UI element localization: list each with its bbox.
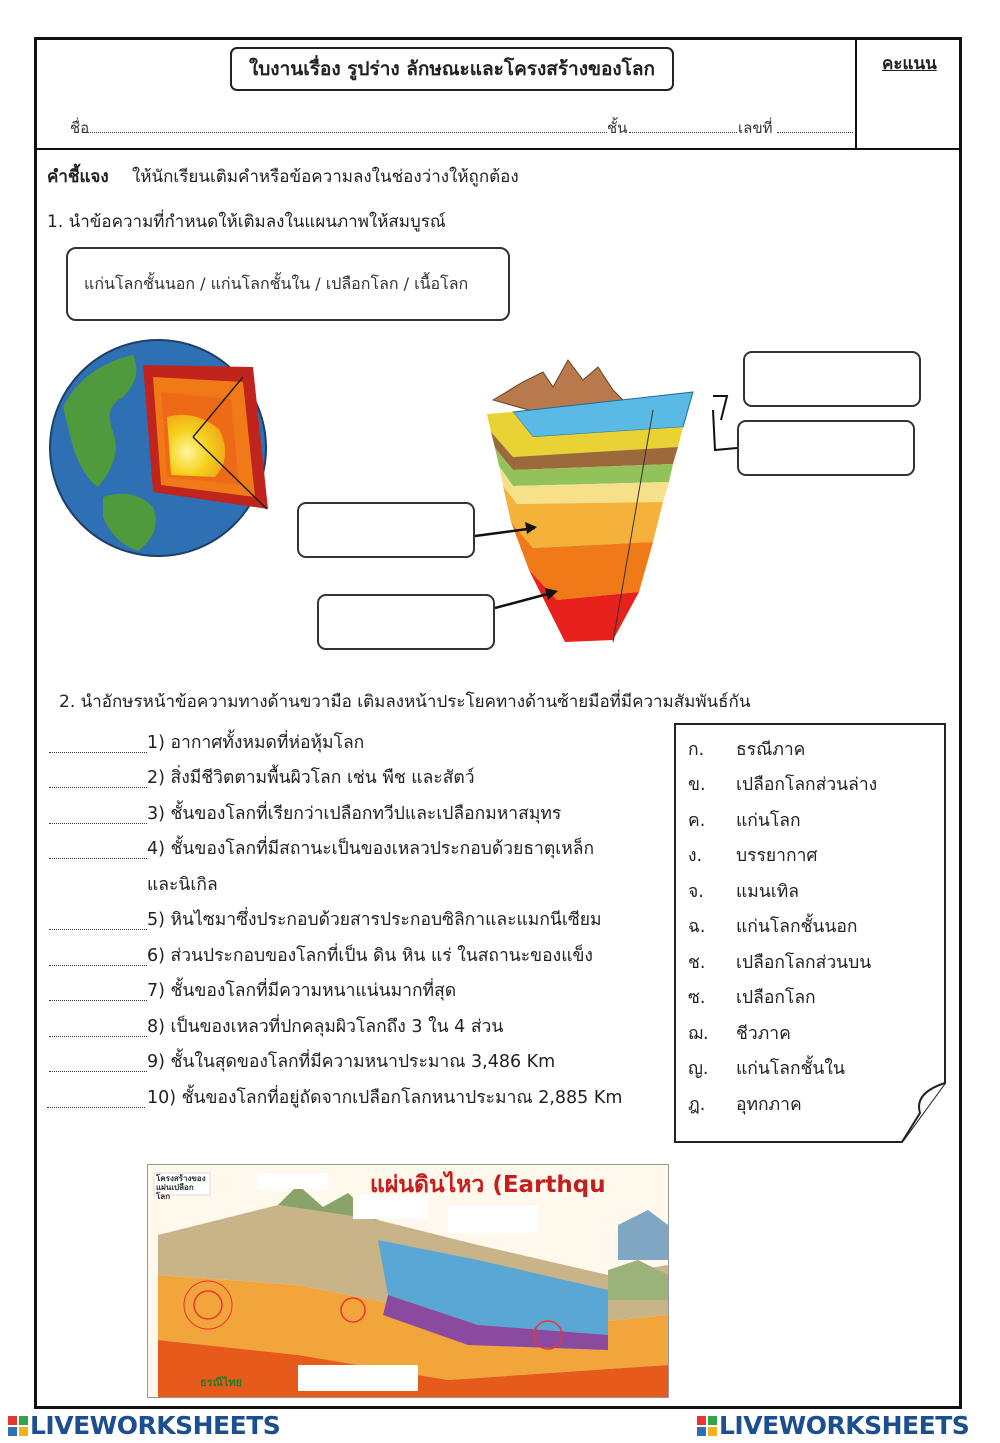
- choice-item: จ. แมนเทิล: [688, 882, 800, 902]
- name-field[interactable]: [87, 132, 607, 133]
- word-bank-text: แก่นโลกชั้นนอก / แก่นโลกชั้นใน / เปลือกโลก / เนื้อโลก: [84, 273, 469, 293]
- liveworksheets-logo-left: LIVEWORKSHEETS: [8, 1411, 280, 1440]
- question-10: 10) ชั้นของโลกที่อยู่ถัดจากเปลือกโลกหนาประมาณ 2,885 Km: [147, 1088, 623, 1108]
- answer-blank-7[interactable]: [49, 1000, 147, 1001]
- choice-item: ง. บรรยากาศ: [688, 846, 818, 866]
- answer-blank-6[interactable]: [49, 965, 147, 966]
- choice-item: ก. ธรณีภาค: [688, 740, 806, 760]
- name-label: ชื่อ: [70, 119, 90, 137]
- answer-blank-1[interactable]: [49, 752, 147, 753]
- question-9: 9) ชั้นในสุดของโลกที่มีความหนาประมาณ 3,486 Km: [147, 1052, 556, 1072]
- question-6: 6) ส่วนประกอบของโลกที่เป็น ดิน หิน แร่ ในสถานะของแข็ง: [147, 946, 593, 966]
- answer-blank-2[interactable]: [49, 787, 147, 788]
- answer-blank-3[interactable]: [49, 823, 147, 824]
- question-7: 7) ชั้นของโลกที่มีความหนาแน่นมากที่สุด: [147, 981, 457, 1001]
- choice-item: ฌ. ชีวภาค: [688, 1024, 791, 1044]
- earth-layers-wedge-illustration: [473, 352, 713, 642]
- label-box-mantle-upper[interactable]: [737, 420, 915, 476]
- question-1: 1) อากาศทั้งหมดที่ห่อหุ้มโลก: [147, 733, 365, 753]
- question-3: 3) ชั้นของโลกที่เรียกว่าเปลือกทวีปและเปลือกมหาสมุทร: [147, 804, 562, 824]
- question-list: [37, 728, 677, 1118]
- instructions-text: ให้นักเรียนเติมคำหรือข้อความลงในช่องว่างให้ถูกต้อง: [132, 167, 519, 187]
- question-4: 4) ชั้นของโลกที่มีสถานะเป็นของเหลวประกอบด้วยธาตุเหล็ก: [147, 839, 595, 859]
- worksheet-title: ใบงานเรื่อง รูปร่าง ลักษณะและโครงสร้างของโลก: [230, 47, 674, 91]
- poster-title: แผ่นดินไหว (Earthqu: [370, 1172, 606, 1198]
- answer-blank-10[interactable]: [47, 1107, 145, 1108]
- number-field[interactable]: [777, 132, 853, 133]
- label-box-outer-core[interactable]: [297, 502, 475, 558]
- poster-side-label: โครงสร้างของ แผ่นเปลือกโลก: [156, 1174, 206, 1201]
- choice-item: ช. เปลือกโลกส่วนบน: [688, 953, 872, 973]
- earth-globe-illustration: [43, 337, 273, 559]
- choice-item: ฉ. แก่นโลกชั้นนอก: [688, 917, 858, 937]
- liveworksheets-logo-right: LIVEWORKSHEETS: [697, 1411, 969, 1440]
- part1-prompt: 1. นำข้อความที่กำหนดให้เติมลงในแผนภาพให้สมบูรณ์: [47, 212, 446, 232]
- earthquake-poster-image: [147, 1164, 669, 1398]
- score-label: คะแนน: [882, 54, 937, 74]
- class-field[interactable]: [629, 132, 737, 133]
- choice-item: ฎ. อุทกภาค: [688, 1095, 802, 1115]
- choice-item: ซ. เปลือกโลก: [688, 988, 816, 1008]
- answer-blank-4[interactable]: [49, 858, 147, 859]
- label-box-inner-core[interactable]: [317, 594, 495, 650]
- instructions-label: คำชี้แจง: [47, 167, 109, 187]
- choices-list: [674, 723, 946, 1143]
- label-box-crust[interactable]: [743, 351, 921, 407]
- poster-brand: ธรณีไทย: [200, 1376, 243, 1389]
- choice-item: ข. เปลือกโลกส่วนล่าง: [688, 775, 878, 795]
- question-5: 5) หินไซมาซึ่งประกอบด้วยสารประกอบซิลิกาและแมกนีเซียม: [147, 910, 602, 930]
- choice-item: ค. แก่นโลก: [688, 811, 801, 831]
- question-4-continued: และนิเกิล: [147, 875, 218, 895]
- answer-blank-8[interactable]: [49, 1036, 147, 1037]
- number-label: เลขที่: [738, 119, 773, 137]
- liveworksheets-mark-icon: [697, 1416, 717, 1436]
- part2-prompt: 2. นำอักษรหน้าข้อความทางด้านขวามือ เติมลงหน้าประโยคทางด้านซ้ายมือที่มีความสัมพันธ์กัน: [59, 692, 751, 712]
- choice-item: ญ. แก่นโลกชั้นใน: [688, 1059, 845, 1079]
- worksheet: [34, 37, 962, 1409]
- answer-blank-9[interactable]: [49, 1071, 147, 1072]
- word-bank: [66, 247, 510, 321]
- score-divider: [855, 40, 857, 148]
- answer-blank-5[interactable]: [49, 929, 147, 930]
- question-8: 8) เป็นของเหลวที่ปกคลุมผิวโลกถึง 3 ใน 4 ส่วน: [147, 1017, 504, 1037]
- header-divider: [37, 148, 959, 150]
- class-label: ชั้น: [607, 119, 628, 137]
- liveworksheets-mark-icon: [8, 1416, 28, 1436]
- question-2: 2) สิ่งมีชีวิตตามพื้นผิวโลก เช่น พืช และสัตว์: [147, 768, 475, 788]
